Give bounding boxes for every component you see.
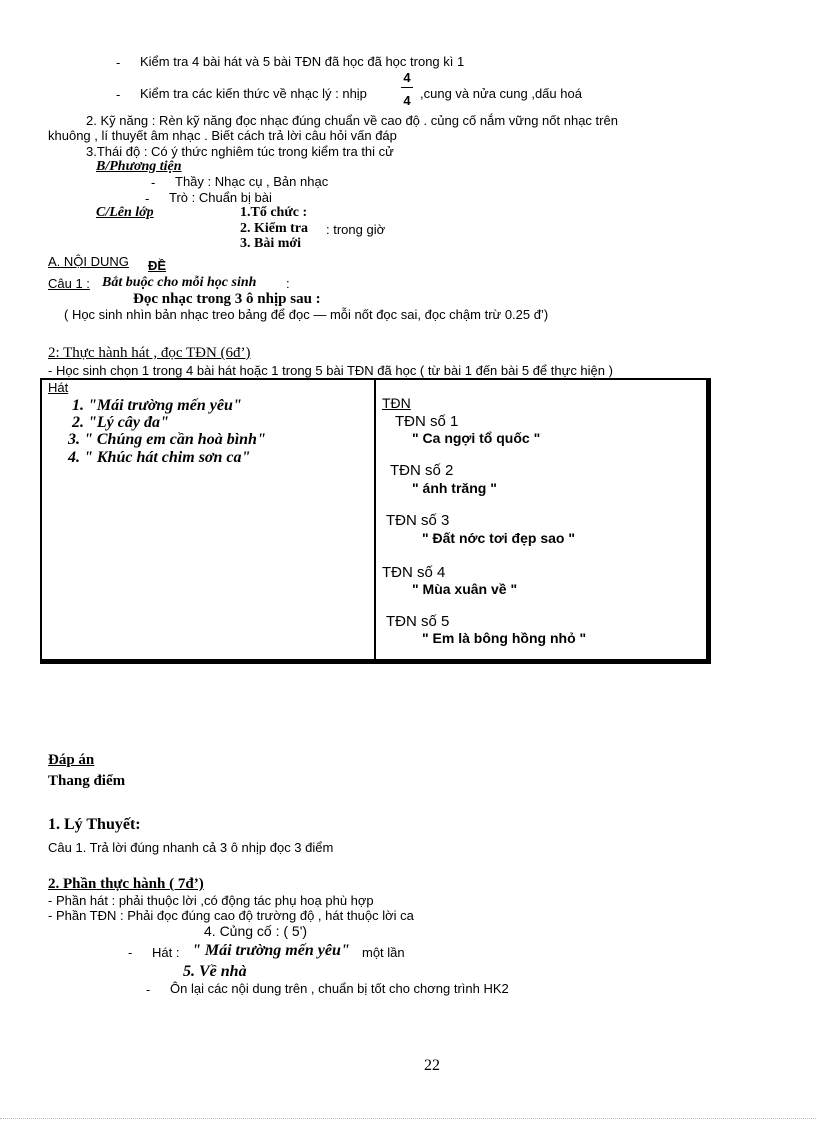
bullet-dash: - [145,191,150,206]
answer-heading: Đáp án [48,752,95,768]
tdn-label: TĐN số 3 [386,512,450,529]
teacher-means: Thầy : Nhạc cụ , Bản nhạc [175,174,329,189]
time-signature-bar [401,87,413,88]
page-bottom-border [0,1118,816,1119]
bullet-dash: - [151,175,156,190]
objective-line-1: Kiểm tra 4 bài hát và 5 bài TĐN đã học đã học trong kì 1 [140,54,465,69]
consolidate-heading: 4. Củng cố : ( 5') [204,923,308,939]
tdn-label: TĐN số 4 [382,564,446,581]
song-item: 4. " Khúc hát chim sơn ca" [68,449,251,466]
bullet-dash: - [146,982,151,997]
question-2-heading: 2: Thực hành hát , đọc TĐN (6đ’) [48,345,251,361]
class-heading: C/Lên lớp [96,205,154,220]
objective-line-2-end: ,cung và nửa cung ,dấu hoá [420,86,582,101]
question-1-colon: : [286,276,290,291]
practice-tdn: - Phần TĐN : Phải đọc đúng cao độ trường độ , hát thuộc lời ca [48,908,414,923]
tdn-title: " Em là bông hồng nhỏ " [422,630,587,646]
step-new-lesson: 3. Bài mới [240,236,302,251]
page-number: 22 [424,1057,440,1074]
tdn-title: " ánh trăng " [412,480,497,496]
step-check-note: : trong giờ [326,222,386,237]
practice-singing: - Phần hát : phải thuộc lời ,có động tác phụ hoạ phù hợp [48,893,374,908]
time-signature-bottom: 4 [403,93,411,108]
home-task: Ôn lại các nội dung trên , chuẩn bị tốt cho chơng trình HK2 [170,981,509,996]
step-organize: 1.Tổ chức : [240,205,308,220]
sing-label: Hát : [152,945,180,960]
question-1-title: Bắt buộc cho mỗi học sinh [102,275,257,290]
student-means: Trò : Chuẩn bị bài [169,190,272,205]
theory-heading: 1. Lý Thuyết: [48,816,141,833]
tdn-column-header: TĐN [382,395,411,411]
home-heading: 5. Về nhà [183,963,247,980]
question-1-task: Đọc nhạc trong 3 ô nhịp sau : [133,291,321,307]
question-1-note: ( Học sinh nhìn bản nhạc treo bảng để đọc — mỗi nốt đọc sai, đọc chậm trừ 0.25 đ’) [64,307,549,322]
attitude-line: 3.Thái độ : Có ý thức nghiêm túc trong kiểm tra thi cử [86,144,394,159]
content-heading: A. NỘI DUNG [48,254,129,269]
songs-column-header: Hát [48,380,69,395]
time-signature-top: 4 [403,70,411,85]
tdn-label: TĐN số 1 [395,413,459,430]
practice-heading: 2. Phần thực hành ( 7đ’) [48,876,204,892]
theory-item: Câu 1. Trả lời đúng nhanh cả 3 ô nhịp đọc 3 điểm [48,840,334,855]
song-item: 2. "Lý cây đa" [72,414,169,431]
sing-song: " Mái trường mến yêu" [192,942,350,959]
question-2-note: - Học sinh chọn 1 trong 4 bài hát hoặc 1 trong 5 bài TĐN đã học ( từ bài 1 đến bài 5 để thực hiện ) [48,363,613,378]
means-heading: B/Phương tiện [96,159,182,174]
question-1-label: Câu 1 : [48,276,90,291]
bullet-dash: - [128,945,133,960]
objective-line-2: Kiểm tra các kiến thức về nhạc lý : nhịp [140,86,367,101]
scoring-heading: Thang điểm [48,773,126,789]
skills-line-1: 2. Kỹ năng : Rèn kỹ năng đọc nhạc đúng chuẩn về cao độ . củng cố nắm vững nốt nhạc trên [86,113,618,128]
tdn-label: TĐN số 5 [386,613,450,630]
content-heading-suffix: ĐỀ [148,258,167,273]
tdn-title: " Mùa xuân về " [412,581,518,597]
tdn-title: " Ca ngợi tổ quốc " [412,430,541,446]
step-check: 2. Kiểm tra [240,221,309,236]
table-divider [374,378,376,661]
tdn-title: " Đất nớc tơi đẹp sao " [422,530,575,546]
bullet-dash: - [116,87,121,102]
skills-line-2: khuông , lí thuyết âm nhạc . Biết cách trả lời câu hỏi vấn đáp [48,128,397,143]
song-item: 1. "Mái trường mến yêu" [72,397,242,414]
tdn-label: TĐN số 2 [390,462,454,479]
sing-times: một lần [362,945,405,960]
song-item: 3. " Chúng em cần hoà bình" [68,431,266,448]
table-shadow-right [708,378,711,664]
table-shadow-bottom [40,661,711,664]
bullet-dash: - [116,55,121,70]
